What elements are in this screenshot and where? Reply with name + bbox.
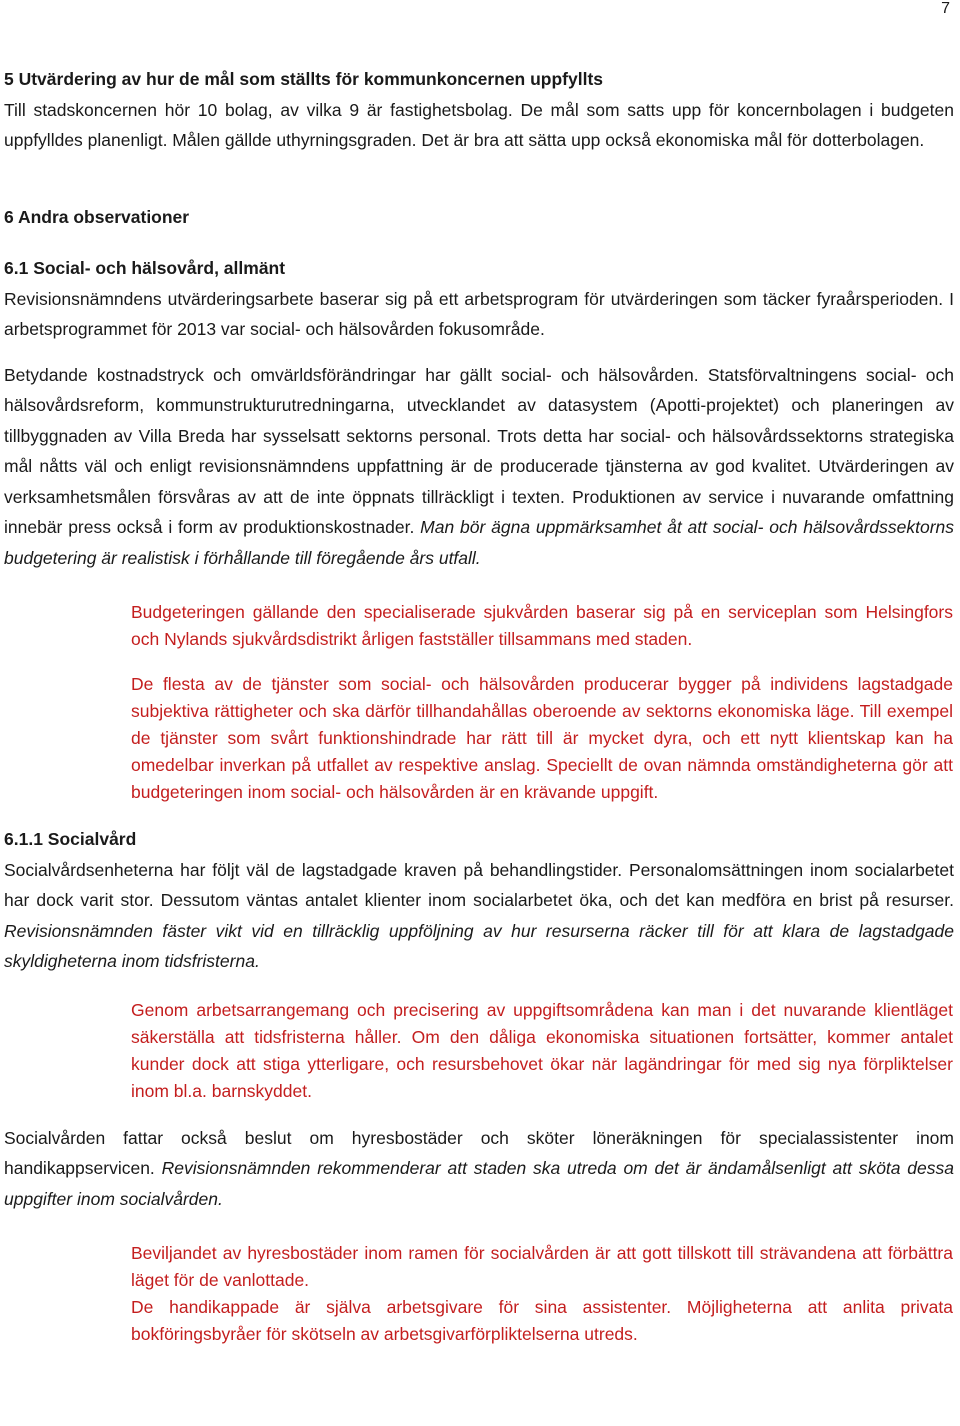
page-number: 7 [941,0,950,17]
paragraph-text: Socialvårdsenheterna har följt väl de lagstadgade kraven på behandlingstider. Personalomsättningen inom socialarbetet har dock varit stor. Dessutom väntas antalet klienter inom socialarbetet öka, och det kan medföra en brist på resurser. [4,859,954,910]
paragraph-text: Socialvården fattar också beslut om hyresbostäder och sköter löneräkningen för specialassistenter inom handikappservicen. [4,1127,954,1178]
section-6-1-1-paragraph-1 [4,855,954,977]
section-6-1-paragraph-2 [4,360,954,574]
section-5-text: Till stadskoncernen hör 10 bolag, av vilka 9 är fastighetsbolag. De mål som satts upp för koncernbolagen i budgeten uppfylldes planenligt. Målen gällde uthyrningsgraden. Det är bra att sätta upp också ekonomiska mål för dotterbolagen. [4,99,954,150]
section-6-1-heading: 6.1 Social- och hälsovård, allmänt [4,258,286,278]
response-paragraph: Beviljandet av hyresbostäder inom ramen för socialvården är att gott tillskott till strävandena att förbättra läget för de vanlottade. [131,1243,953,1290]
section-6-1-1-paragraph-2 [4,1123,954,1215]
recommendation-text: Revisionsnämnden fäster vikt vid en tillräcklig uppföljning av hur resurserna räcker till för att klara de lagstadgade skyldigheterna inom tidsfristerna. [4,920,954,971]
section-6-1-1-heading: 6.1.1 Socialvård [4,829,137,849]
recommendation-text: Revisionsnämnden rekommenderar att staden ska utreda om det är ändamålsenligt att sköta dessa uppgifter inom socialvården. [4,1158,954,1209]
response-paragraph: De flesta av de tjänster som social- och hälsovården producerar bygger på individens lagstadgade subjektiva rättigheter och ska därför tillhandahållas oberoende av sektorns ekonomiska läge. Till exempel de tjänster som svårt funktionshindrade har rätt till är mycket dyra, och ett nytt klientskap kan ha omedelbar inverkan på utfallet av respektive anslag. Speciellt de ovan nämnda omständigheterna gör att budgeteringen inom social- och hälsovården är en krävande uppgift. [131,674,953,802]
section-6-1-paragraph-1: Revisionsnämndens utvärderingsarbete baserar sig på ett arbetsprogram för utvärderingen som täcker fyraårsperioden. I arbetsprogrammet för 2013 var social- och hälsovården fokusområde. [4,288,954,339]
recommendation-text: Man bör ägna uppmärksamhet åt att social- och hälsovårdssektorns budgetering är realistisk i förhållande till föregående års utfall. [4,517,955,568]
response-block-1 [131,599,953,806]
response-paragraph: Budgeteringen gällande den specialiserade sjukvården baserar sig på en serviceplan som Helsingfors och Nylands sjukvårdsdistrikt årligen fastställer tillsammans med staden. [131,602,953,649]
paragraph-text: Betydande kostnadstryck och omvärldsförändringar har gällt social- och hälsovården. Statsförvaltningens social- och hälsovårdsreform, kommunstrukturutredningarna, utvecklandet av datasystem (Apotti-projektet) och planeringen av tillbyggnaden av Villa Breda har sysselsatt sektorns personal. Trots detta har social- och hälsovårdssektorns strategiska mål nåtts väl och enligt revisionsnämndens uppfattning är de producerade tjänsterna av god kvalitet. Utvärderingen av verksamhetsmålen försvåras av att de inte öppnats tillräckligt i texten. Produktionen av service i nuvarande omfattning innebär press också i form av produktionskostnader. [4,364,954,537]
document-body [4,64,954,1348]
section-5-heading: 5 Utvärdering av hur de mål som ställts för kommunkoncernen uppfyllts [4,69,604,89]
section-6-heading: 6 Andra observationer [4,206,190,227]
response-paragraph: Genom arbetsarrangemang och precisering av uppgiftsområdena kan man i det nuvarande klientläget säkerställa att tidsfristerna håller. Om den dåliga ekonomiska situationen fortsätter, kommer antalet kunder dock att stiga ytterligare, och resursbehovet ökar när lagändringar för med sig nya förpliktelser inom bl.a. barnskyddet. [131,999,953,1101]
response-block-2 [131,997,953,1105]
response-block-3 [131,1240,953,1348]
response-paragraph: De handikappade är själva arbetsgivare för sina assistenter. Möjligheterna att anlita privata bokföringsbyråer för skötseln av arbetsgivarförpliktelserna utreds. [131,1297,953,1344]
